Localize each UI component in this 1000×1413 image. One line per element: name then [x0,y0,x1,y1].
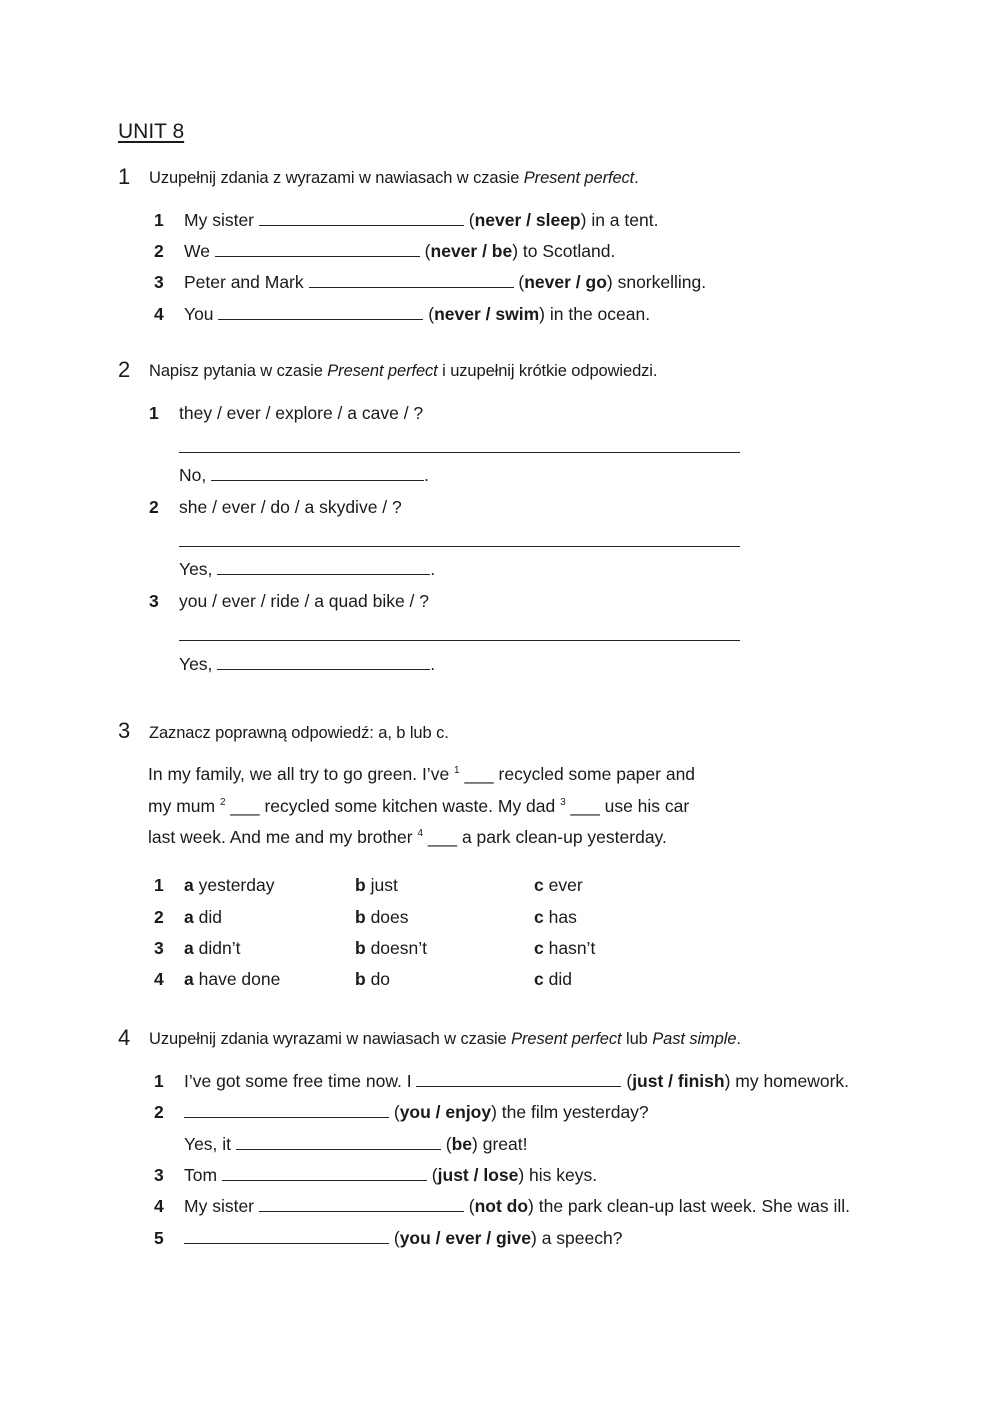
s3-paragraph-line-3: last week. And me and my brother $^4$ ___ a park clean-up yesterday. [148,827,667,847]
s3-paragraph-line-2: my mum $^2$ ___ recycled some kitchen waste. My dad $^3$ ___ use his car [148,796,690,816]
answer-blank[interactable] [211,465,424,481]
answer-blank[interactable] [416,1071,621,1087]
answer-blank[interactable] [217,559,430,575]
page-title: UNIT 8 [118,120,185,143]
section-4-number: 4 [118,1025,131,1050]
option-b[interactable]: b do [355,969,391,989]
option-c[interactable]: c did [534,969,572,989]
section-1-number: 1 [118,164,131,189]
option-a[interactable]: a yesterday [184,875,275,895]
option-c[interactable]: c ever [534,875,583,895]
answer-blank[interactable] [259,210,464,226]
answer-blank[interactable] [259,1196,464,1212]
section-1-instruction: Uzupełnij zdania z wyrazami w nawiasach w czasie Present perfect. [149,169,639,187]
s3-paragraph-line-1: In my family, we all try to go green. I’ve $^1$ ___ recycled some paper and [148,764,696,784]
answer-blank[interactable] [184,1102,389,1118]
answer-blank[interactable] [236,1134,441,1150]
section-3-number: 3 [118,718,131,743]
option-b[interactable]: b doesn’t [355,938,428,958]
section-3-instruction: Zaznacz poprawną odpowiedź: a, b lub c. [149,724,449,742]
option-c[interactable]: c hasn’t [534,938,596,958]
section-4-instruction: Uzupełnij zdania wyrazami w nawiasach w czasie Present perfect lub Past simple. [149,1030,741,1048]
option-a[interactable]: a have done [184,969,281,989]
answer-line[interactable] [179,452,740,453]
answer-blank[interactable] [184,1228,389,1244]
answer-blank[interactable] [218,304,423,320]
section-2-number: 2 [118,357,131,382]
answer-blank[interactable] [222,1165,427,1181]
option-a[interactable]: a didn’t [184,938,241,958]
section-2-instruction: Napisz pytania w czasie Present perfect i uzupełnij krótkie odpowiedzi. [149,362,658,380]
option-a[interactable]: a did [184,907,222,927]
answer-blank[interactable] [217,654,430,670]
answer-blank[interactable] [309,272,514,288]
answer-blank[interactable] [215,241,420,257]
option-b[interactable]: b does [355,907,409,927]
answer-line[interactable] [179,546,740,547]
option-b[interactable]: b just [355,875,398,895]
option-c[interactable]: c has [534,907,577,927]
answer-line[interactable] [179,640,740,641]
